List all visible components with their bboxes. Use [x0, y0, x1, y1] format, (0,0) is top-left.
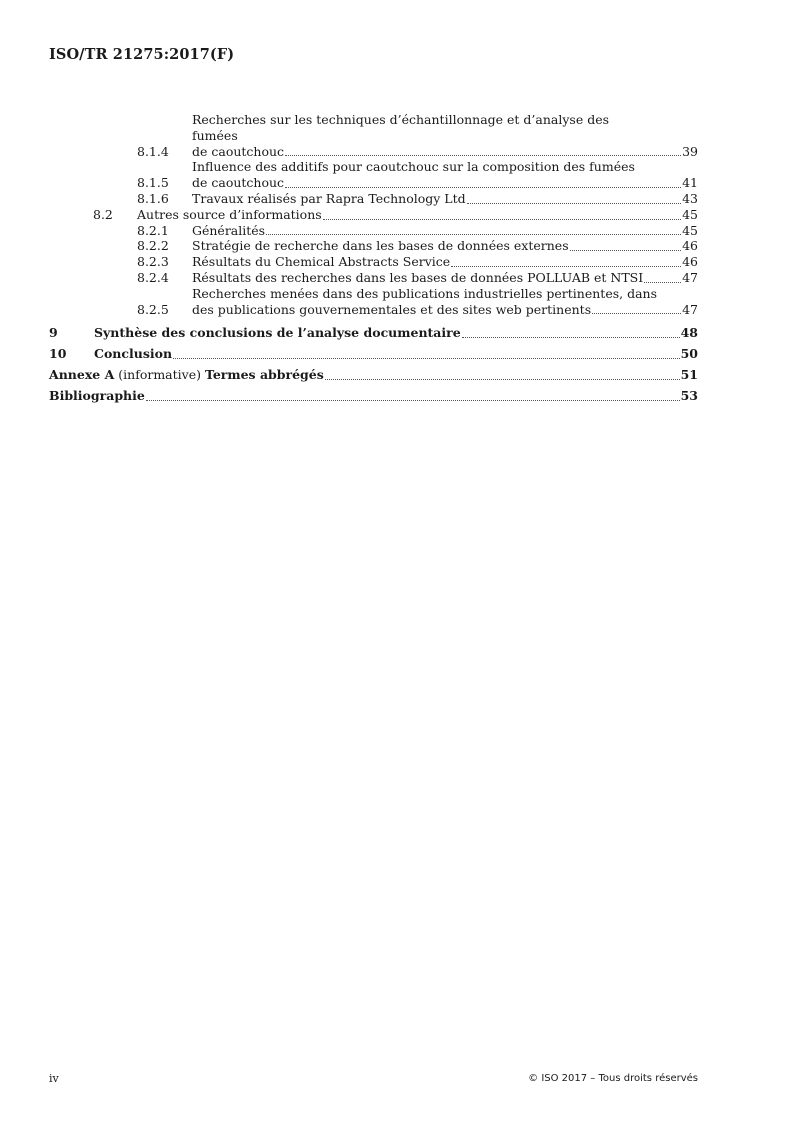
toc-entry-8-1-6[interactable] [49, 191, 698, 207]
dot-leader [285, 154, 681, 156]
annex-qualifier: (informative) [114, 366, 205, 382]
dot-leader [592, 312, 681, 314]
toc-entry-title-cont: de caoutchouc [192, 143, 285, 159]
toc-entry-title: Travaux réalisés par Rapra Technology Ltd [192, 190, 466, 206]
toc-entry-title [49, 367, 324, 383]
toc-entry-page: 46 [682, 254, 698, 270]
toc-entry-page: 53 [680, 387, 698, 403]
toc-entry-10[interactable] [49, 346, 698, 362]
toc-entry-page: 46 [682, 238, 698, 254]
toc-entry-title: Conclusion [94, 346, 173, 362]
document-id: ISO/TR 21275:2017(F) [49, 46, 235, 63]
toc-entry-title: Résultats des recherches dans les bases de données POLLUAB et NTSI [192, 269, 644, 285]
toc-entry-8-2-5[interactable] [49, 286, 698, 318]
toc-entry-title: Recherches menées dans des publications industrielles pertinentes, dans [192, 285, 658, 301]
toc-entry-page: 48 [680, 325, 698, 341]
toc-entry-title-cont: de caoutchouc [192, 175, 285, 191]
toc-entry-number: 8.2.5 [137, 301, 169, 317]
annex-title: Termes abbrégés [204, 366, 324, 382]
dot-leader [146, 399, 680, 401]
dot-leader [173, 357, 680, 359]
toc-entry-number: 8.1.6 [137, 190, 169, 206]
toc-entry-number: 9 [49, 325, 58, 341]
toc-entry-title: Autres source d’informations [137, 206, 322, 222]
toc-entry-page: 41 [682, 175, 698, 191]
toc-entry-page: 45 [682, 206, 698, 222]
toc-entry-8-2[interactable] [49, 207, 698, 223]
dot-leader [644, 281, 681, 283]
annex-label: Annexe A [49, 366, 115, 382]
toc-entry-number: 8.2.3 [137, 254, 169, 270]
toc-entry-number: 10 [49, 346, 67, 362]
toc-entry-number: 8.1.5 [137, 175, 169, 191]
toc-entry-number: 8.2.1 [137, 222, 169, 238]
toc-entry-page: 47 [682, 301, 698, 317]
toc-entry-8-2-2[interactable] [49, 238, 698, 254]
toc-entry-title: Synthèse des conclusions de l’analyse documentaire [94, 325, 461, 341]
toc-entry-9[interactable] [49, 325, 698, 341]
dot-leader [462, 336, 680, 338]
toc-entry-title: Influence des additifs pour caoutchouc sur la composition des fumées [192, 159, 635, 175]
dot-leader [467, 202, 681, 204]
toc-entry-number: 8.2.2 [137, 238, 169, 254]
toc-entry-8-2-3[interactable] [49, 254, 698, 270]
toc-entry-8-1-5[interactable] [49, 159, 698, 191]
table-of-contents [49, 112, 698, 404]
toc-entry-8-1-4[interactable] [49, 112, 698, 159]
toc-entry-8-2-4[interactable] [49, 270, 698, 286]
toc-entry-number: 8.1.4 [137, 143, 169, 159]
toc-entry-title: Bibliographie [49, 387, 145, 403]
toc-entry-8-2-1[interactable] [49, 223, 698, 239]
toc-entry-page: 51 [680, 366, 698, 382]
dot-leader [451, 265, 681, 267]
dot-leader [266, 233, 681, 235]
toc-entry-page: 45 [682, 222, 698, 238]
toc-entry-number: 8.2 [93, 206, 113, 222]
footer-page-number: iv [49, 1072, 59, 1085]
dot-leader [325, 378, 680, 380]
footer-copyright: © ISO 2017 – Tous droits réservés [528, 1073, 698, 1084]
toc-entry-title: Recherches sur les techniques d’échantillonnage et d’analyse des fumées [192, 112, 610, 143]
toc-entry-page: 39 [682, 143, 698, 159]
dot-leader [285, 186, 681, 188]
toc-entry-page: 43 [682, 190, 698, 206]
dot-leader [570, 249, 681, 251]
toc-entry-annex-a[interactable] [49, 367, 698, 383]
toc-entry-title: Généralités [192, 222, 266, 238]
toc-entry-page: 47 [682, 269, 698, 285]
toc-entry-title: Stratégie de recherche dans les bases de données externes [192, 238, 569, 254]
dot-leader [323, 218, 681, 220]
toc-entry-number: 8.2.4 [137, 269, 169, 285]
toc-entry-title-cont: des publications gouvernementales et des sites web pertinents [192, 301, 592, 317]
toc-entry-bibliography[interactable] [49, 388, 698, 404]
toc-entry-page: 50 [680, 346, 698, 362]
toc-entry-title: Résultats du Chemical Abstracts Service [192, 254, 451, 270]
